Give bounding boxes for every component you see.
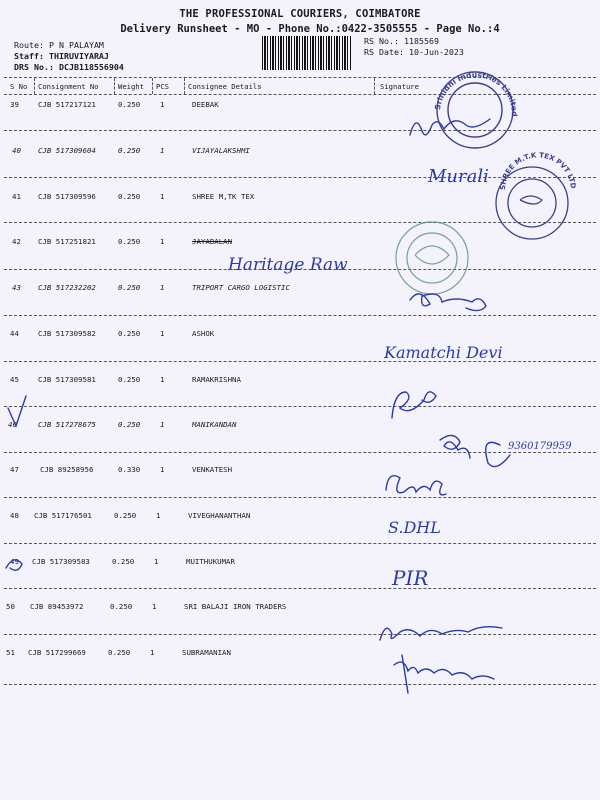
row-consignee: VENKATESH (192, 465, 233, 474)
route-value: P N PALAYAM (48, 40, 104, 50)
row-weight: 0.250 (112, 557, 135, 566)
row-weight: 0.250 (118, 237, 141, 246)
row-rule (4, 177, 596, 178)
row-sno: 45 (10, 375, 19, 384)
table-row (0, 237, 600, 257)
row-weight: 0.250 (118, 329, 141, 338)
col-header-signature: Signature (380, 82, 419, 91)
row-consignment: CJB 517309604 (38, 146, 96, 155)
rs-date-value: 10-Jun-2023 (408, 47, 464, 57)
row-pcs: 1 (160, 237, 165, 246)
row-weight: 0.330 (118, 465, 141, 474)
row-rule (4, 406, 596, 407)
row-weight: 0.250 (118, 283, 141, 292)
row-rule (4, 452, 596, 453)
row-consignment: CJB 517217121 (38, 100, 96, 109)
staff-value: THIRUVIYARAJ (48, 51, 109, 61)
drs-label: DRS No.: (14, 62, 54, 72)
col-divider (152, 78, 153, 94)
row-consignee: SRI BALAJI IRON TRADERS (184, 602, 287, 611)
rs-no-value: 1185569 (403, 36, 439, 46)
table-row (0, 602, 600, 622)
row-rule (4, 634, 596, 635)
row-sno: 50 (6, 602, 15, 611)
table-row (0, 557, 600, 577)
row-rule (4, 315, 596, 316)
staff-label: Staff: (14, 51, 44, 61)
row-pcs: 1 (152, 602, 157, 611)
row-weight: 0.250 (108, 648, 131, 657)
row-consignee: SUBRAMANIAN (182, 648, 231, 657)
row-rule (4, 684, 596, 685)
row-weight: 0.250 (110, 602, 133, 611)
handwriting-row-44: Kamatchi Devi (384, 343, 503, 362)
col-divider (374, 78, 375, 94)
col-header-pcs: PCS (156, 82, 169, 91)
table-row (0, 283, 600, 303)
row-pcs: 1 (160, 192, 165, 201)
stamp-1-text: Srinidhi Industries Limited (432, 70, 519, 117)
rs-date-label: RS Date: (364, 47, 404, 57)
row-consignee: DEEBAK (192, 100, 219, 109)
row-weight: 0.250 (118, 146, 141, 155)
table-row (0, 420, 600, 440)
row-sno: 49 (10, 557, 19, 566)
drs-value: DCJB118556904 (58, 62, 124, 72)
row-sno: 40 (12, 146, 21, 155)
row-consignment: CJB 517309581 (38, 375, 96, 384)
table-row (0, 146, 600, 166)
row-rule (4, 269, 596, 270)
handwriting-row-49: PIR (392, 566, 429, 590)
staff-line (14, 51, 109, 61)
row-consignment: CJB 517299669 (28, 648, 86, 657)
row-sno: 48 (10, 511, 19, 520)
row-rule (4, 497, 596, 498)
row-pcs: 1 (154, 557, 159, 566)
rs-date-line (364, 47, 464, 57)
row-rule (4, 361, 596, 362)
handwriting-row-46: 9360179959 (508, 441, 572, 452)
table-row (0, 511, 600, 531)
row-pcs: 1 (160, 420, 165, 429)
handwriting-row-42: Haritage Raw (228, 255, 348, 275)
row-pcs: 1 (150, 648, 155, 657)
route-label: Route: (14, 40, 44, 50)
table-row (0, 465, 600, 485)
rs-no-label: RS No.: (364, 36, 399, 46)
col-header-consignee: Consignee Details (188, 82, 262, 91)
row-consignee: MANIKANDAN (192, 420, 237, 429)
barcode (262, 36, 352, 70)
row-weight: 0.250 (118, 420, 141, 429)
signature-row-39 (410, 119, 490, 135)
row-consignment: CJB 517278675 (38, 420, 96, 429)
row-sno: 51 (6, 648, 15, 657)
rs-no-line (364, 36, 439, 46)
table-row (0, 329, 600, 349)
col-header-weight: Weight (118, 82, 144, 91)
row-consignment: CJB 89453972 (30, 602, 84, 611)
row-consignee: TRIPORT CARGO LOGISTIC (192, 283, 290, 292)
row-sno: 42 (12, 237, 21, 246)
row-consignment: CJB 517176501 (34, 511, 92, 520)
col-divider (184, 78, 185, 94)
row-consignment: CJB 517232202 (38, 283, 96, 292)
row-consignee: RAMAKRISHNA (192, 375, 241, 384)
table-row (0, 375, 600, 395)
row-consignment: CJB 517309583 (32, 557, 90, 566)
row-pcs: 1 (160, 465, 165, 474)
row-consignment: CJB 89258956 (40, 465, 94, 474)
row-consignee: ASHOK (192, 329, 215, 338)
row-pcs: 1 (160, 146, 165, 155)
table-row (0, 192, 600, 212)
row-weight: 0.250 (118, 100, 141, 109)
signature-row-45 (392, 392, 436, 418)
row-consignee: VIJAYALAKSHMI (192, 146, 250, 155)
row-weight: 0.250 (118, 192, 141, 201)
row-pcs: 1 (156, 511, 161, 520)
col-divider (34, 78, 35, 94)
row-consignment: CJB 517309596 (38, 192, 96, 201)
row-consignment: CJB 517309582 (38, 329, 96, 338)
row-pcs: 1 (160, 100, 165, 109)
row-pcs: 1 (160, 329, 165, 338)
row-rule (4, 543, 596, 544)
row-sno: 46 (8, 420, 17, 429)
row-pcs: 1 (160, 283, 165, 292)
col-divider (114, 78, 115, 94)
row-sno: 44 (10, 329, 19, 338)
row-sno: 43 (12, 283, 21, 292)
row-rule (4, 588, 596, 589)
row-consignee: SHREE M,TK TEX (192, 192, 255, 201)
document-title: THE PROFESSIONAL COURIERS, COIMBATORE (179, 8, 421, 20)
row-consignee: VIVEGHANANTHAN (188, 511, 251, 520)
drs-line (14, 62, 124, 72)
handwriting-row-40: Murali (428, 166, 489, 187)
row-pcs: 1 (160, 375, 165, 384)
row-rule (4, 130, 596, 131)
header-top-rule (4, 77, 596, 78)
row-sno: 41 (12, 192, 21, 201)
row-sno: 47 (10, 465, 19, 474)
table-row (0, 648, 600, 668)
row-rule (4, 222, 596, 223)
signature-row-46-loop (486, 442, 510, 466)
row-weight: 0.250 (118, 375, 141, 384)
route-line (14, 40, 104, 50)
col-header-consignment: Consignment No (38, 82, 99, 91)
stamp-2-text: SHREE M.T.K TEX PVT LTD (498, 151, 578, 191)
handwriting-row-48: S.DHL (388, 518, 441, 537)
row-consignee: JAYABALAN (192, 237, 233, 246)
row-consignee: MUITHUKUMAR (186, 557, 235, 566)
document-subtitle: Delivery Runsheet - MO - Phone No.:0422-3505555 - Page No.:4 (120, 23, 500, 35)
row-consignment: CJB 517251821 (38, 237, 96, 246)
row-sno: 39 (10, 100, 19, 109)
col-header-sno: S No (10, 82, 28, 91)
header-bottom-rule (4, 94, 596, 95)
row-weight: 0.250 (114, 511, 137, 520)
table-row (0, 100, 600, 120)
